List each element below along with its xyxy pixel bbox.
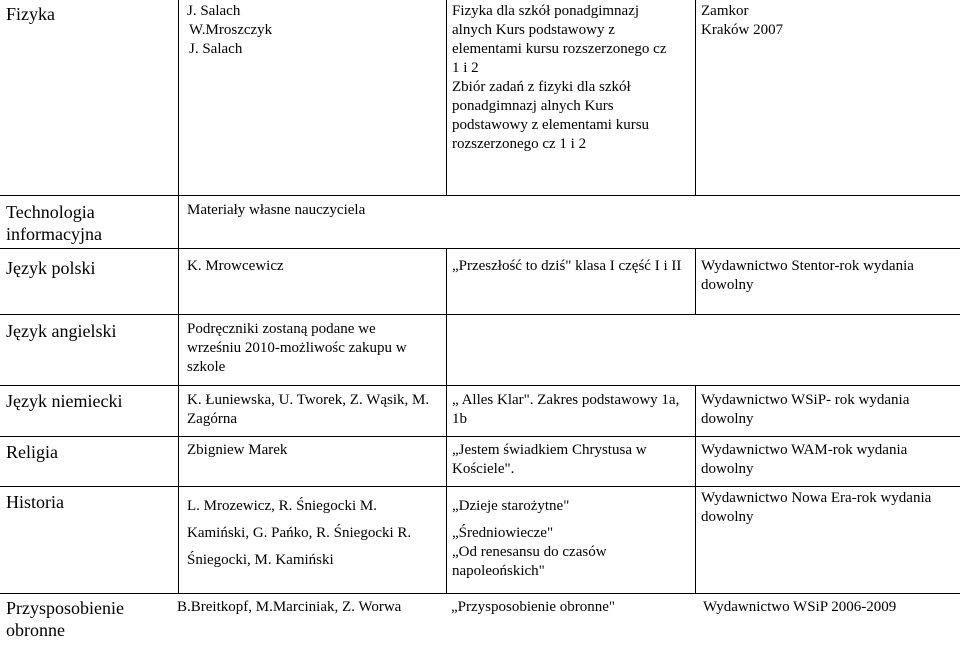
table-row [0, 196, 960, 249]
title-line: Zbiór zadań z fizyki dla szkół ponadgimnazj alnych Kurs podstawowy z elementami kursu rozszerzonego cz 1 i 2 [452, 79, 650, 152]
authors-cell [187, 497, 442, 570]
publisher-cell: Wydawnictwo WSiP- rok wydania dowolny [701, 392, 910, 427]
titles-cell: „Jestem świadkiem Chrystusa w Kościele". [452, 442, 647, 477]
author-line: Śniegocki, M. Kamiński [187, 552, 334, 568]
publisher-cell [701, 2, 959, 40]
publisher-cell: Wydawnictwo WAM-rok wydania dowolny [701, 442, 908, 477]
publisher-line: Kraków 2007 [701, 22, 784, 38]
subject-cell: Język niemiecki [6, 391, 123, 411]
authors-cell [187, 2, 442, 59]
subject-cell: Technologia informacyjna [6, 202, 102, 244]
table-row [0, 0, 960, 196]
publisher-line: Zamkor [701, 3, 749, 19]
titles-cell: „Przeszłość to dziś" klasa I część I i II [452, 258, 682, 274]
table-row [0, 315, 960, 386]
subject-cell: Język polski [6, 258, 96, 278]
subject-cell: Język angielski [6, 321, 117, 341]
authors-cell: Zbigniew Marek [187, 442, 288, 458]
title-line: „Średniowiecze" [452, 525, 554, 541]
titles-cell [452, 497, 652, 581]
author-line: L. Mrozewicz, R. Śniegocki M. [187, 498, 377, 514]
table-row [0, 249, 960, 315]
authors-cell: Materiały własne nauczyciela [187, 202, 366, 218]
table-row [0, 437, 960, 487]
author-line: W.Mroszczyk [189, 22, 273, 38]
title-line: Fizyka dla szkół ponadgimnazj alnych Kurs podstawowy z elementami kursu rozszerzonego cz 1 i 2 [452, 3, 667, 76]
subject-cell: Historia [6, 492, 64, 512]
titles-cell: „ Alles Klar". Zakres podstawowy 1a, 1b [452, 392, 680, 427]
title-line: „Dzieje starożytne" [452, 498, 570, 514]
authors-cell: B.Breitkopf, M.Marciniak, Z. Worwa [177, 599, 402, 615]
table-row [0, 386, 960, 437]
authors-cell: Podręczniki zostaną podane we wrześniu 2010-możliwośc zakupu w szkole [187, 321, 407, 375]
author-line: J. Salach [187, 3, 241, 19]
subject-cell: Przysposobienie obronne [6, 598, 124, 640]
author-line: J. Salach [189, 41, 243, 57]
author-line: Kamiński, G. Pańko, R. Śniegocki R. [187, 525, 412, 541]
titles-cell [452, 2, 672, 154]
publisher-cell: Wydawnictwo Stentor-rok wydania dowolny [701, 258, 914, 293]
subject-cell: Religia [6, 442, 58, 462]
table-row [0, 487, 960, 594]
authors-cell: K. Mrowcewicz [187, 258, 284, 274]
titles-cell: „Przysposobienie obronne" [451, 599, 616, 615]
publisher-cell: Wydawnictwo Nowa Era-rok wydania dowolny [701, 490, 932, 525]
publisher-cell: Wydawnictwo WSiP 2006-2009 [703, 599, 897, 615]
authors-cell: K. Łuniewska, U. Tworek, Z. Wąsik, M. Zagórna [187, 392, 430, 427]
subject-cell: Fizyka [6, 4, 55, 24]
table-row [0, 594, 960, 652]
title-line: „Od renesansu do czasów napoleońskich" [452, 544, 607, 579]
